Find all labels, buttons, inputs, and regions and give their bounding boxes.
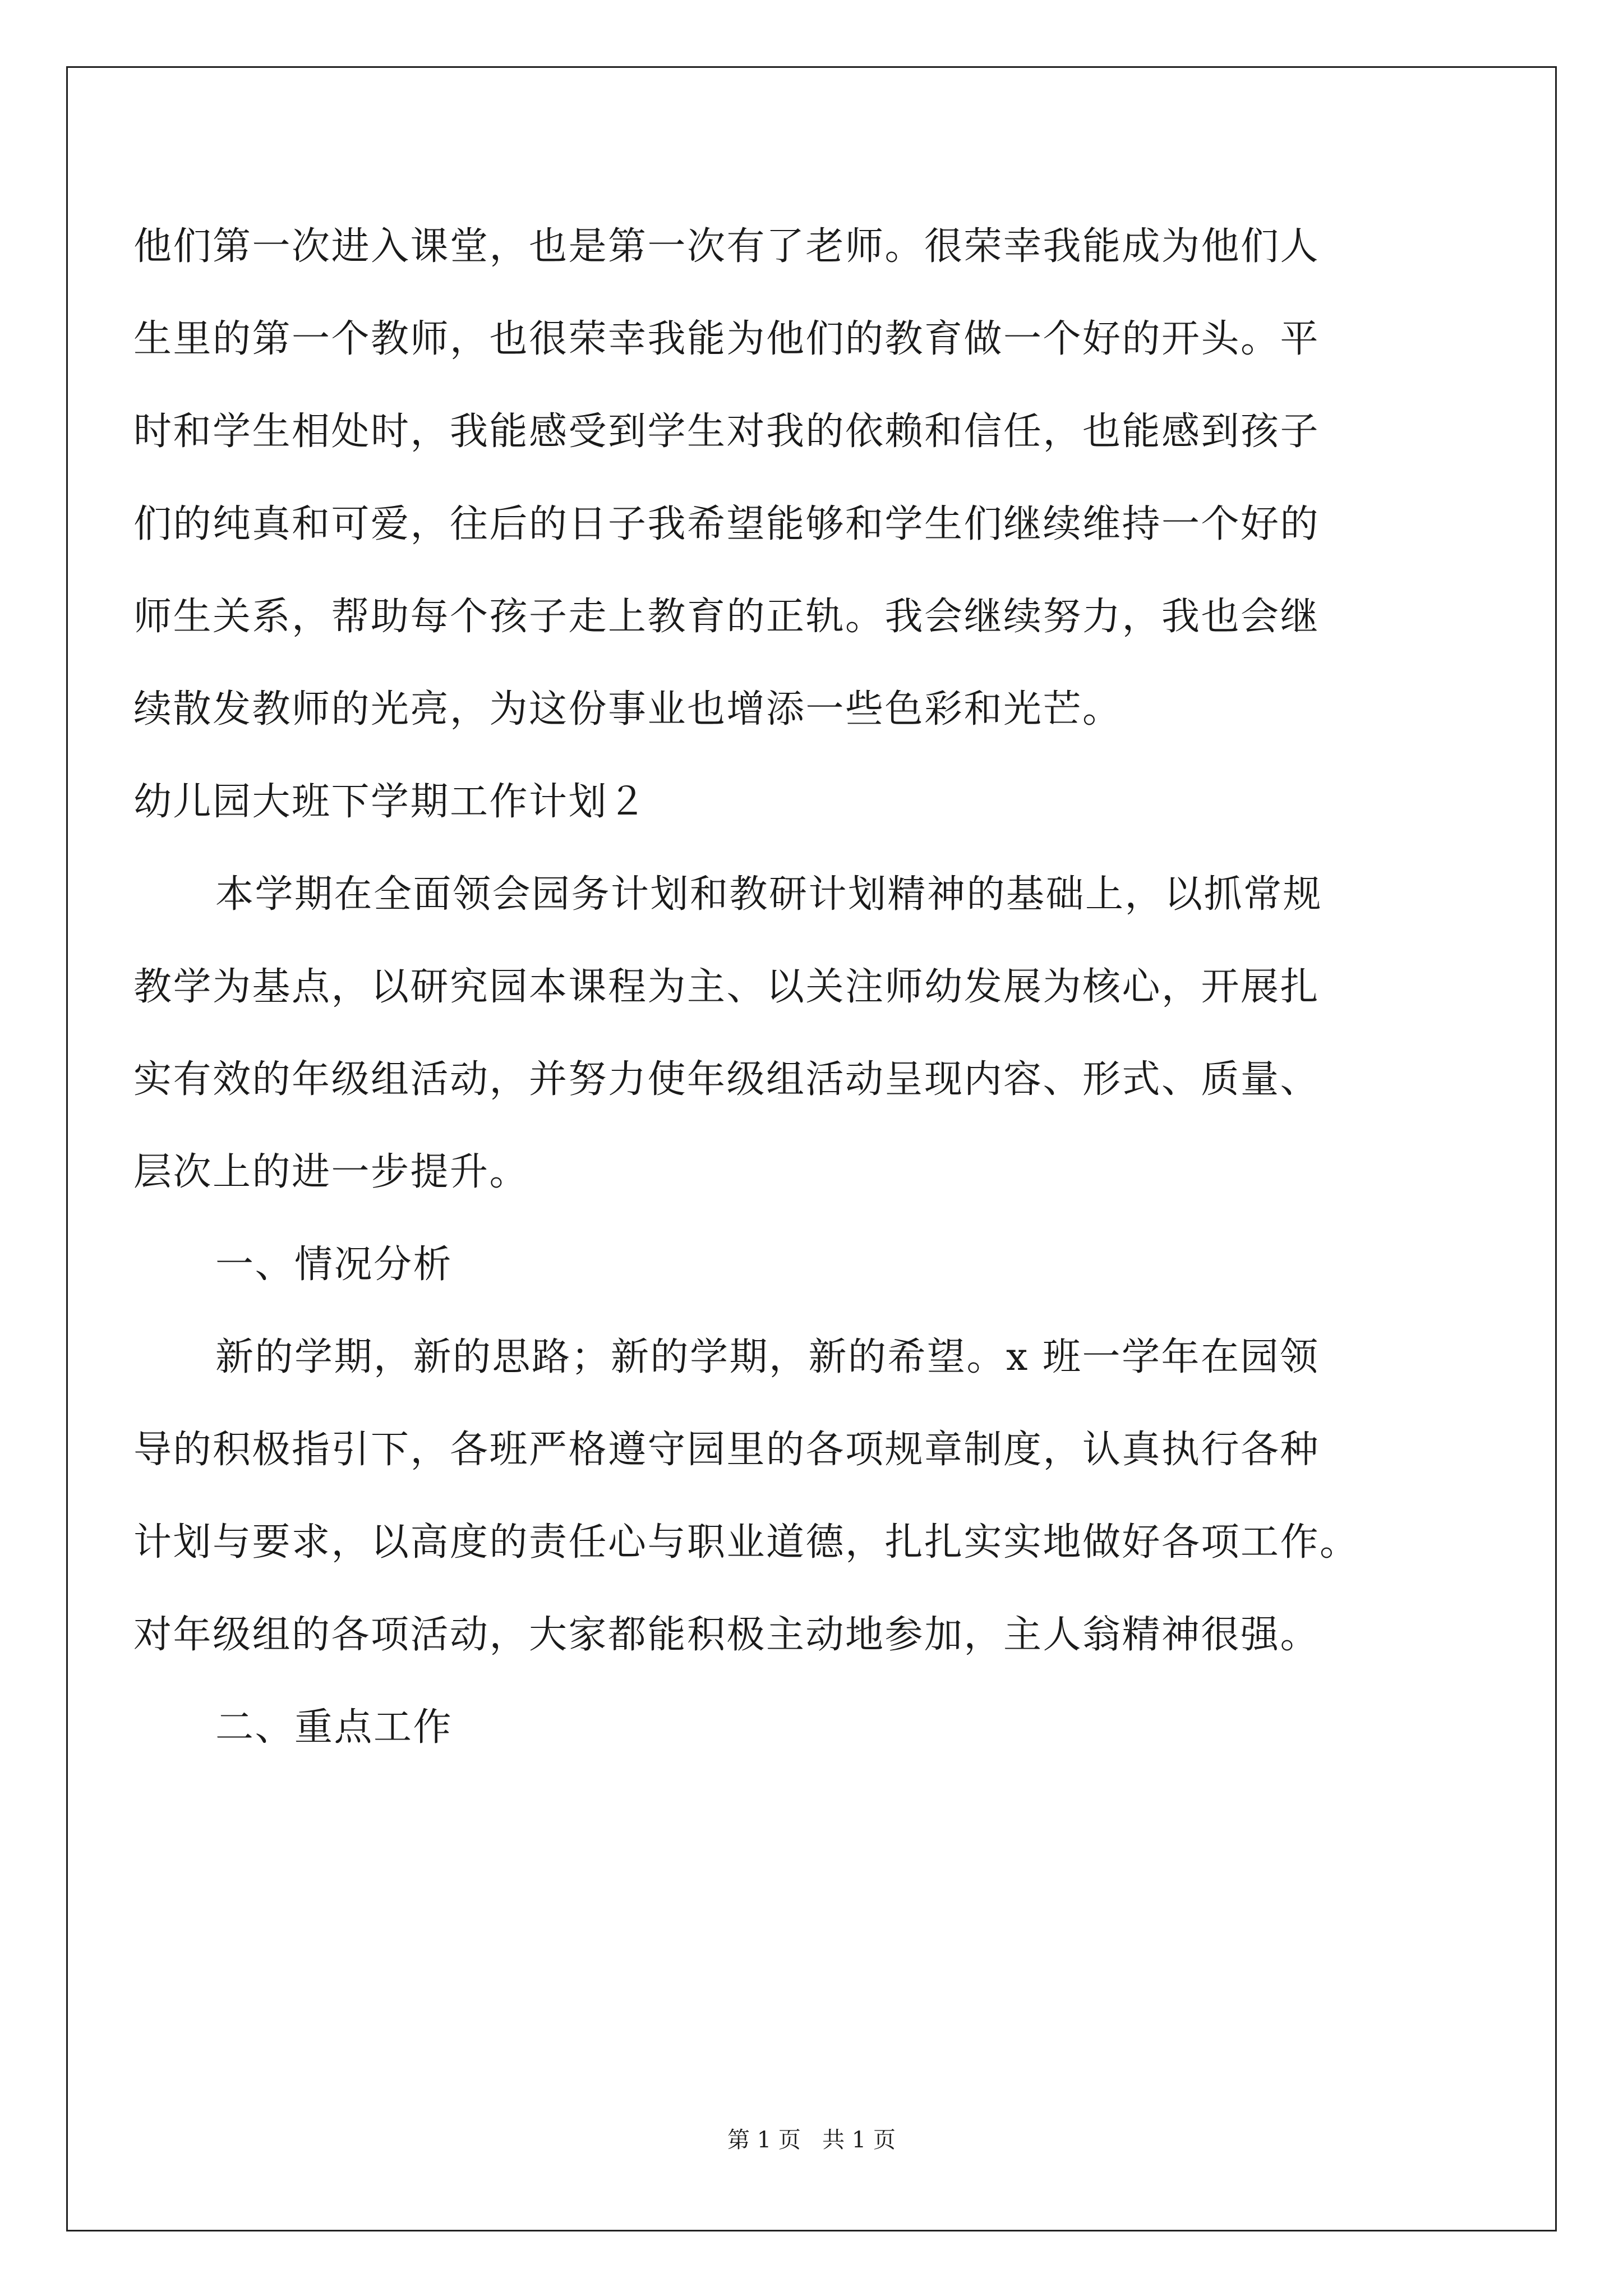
section-title: 幼儿园大班下学期工作计划２ (133, 780, 648, 824)
text-line: 导的积极指引下，各班严格遵守园里的各项规章制度，认真执行各种 (133, 1428, 1320, 1472)
text-line: 师生关系，帮助每个孩子走上教育的正轨。我会继续努力，我也会继 (133, 595, 1320, 639)
subheading: 二、重点工作 (215, 1705, 453, 1750)
text-line: 本学期在全面领会园务计划和教研计划精神的基础上，以抓常规 (215, 872, 1323, 917)
text-line: 对年级组的各项活动，大家都能积极主动地参加，主人翁精神很强。 (133, 1613, 1320, 1657)
text-line: 实有效的年级组活动，并努力使年级组活动呈现内容、形式、质量、 (133, 1057, 1320, 1102)
text-line: 续散发教师的光亮，为这份事业也增添一些色彩和光芒。 (133, 687, 1122, 731)
text-line: 生里的第一个教师，也很荣幸我能为他们的教育做一个好的开头。平 (133, 317, 1320, 361)
text-line: 时和学生相处时，我能感受到学生对我的依赖和信任，也能感到孩子 (133, 409, 1320, 454)
page-number: 第 1 页 共 1 页 (727, 2127, 896, 2153)
text-line: 教学为基点，以研究园本课程为主、以关注师幼发展为核心，开展扎 (133, 965, 1320, 1009)
text-line: 计划与要求，以高度的责任心与职业道德，扎扎实实地做好各项工作。 (133, 1520, 1359, 1565)
text-line: 他们第一次进入课堂，也是第一次有了老师。很荣幸我能成为他们人 (133, 224, 1320, 269)
subheading: 一、情况分析 (215, 1243, 453, 1287)
text-line: 们的纯真和可爱，往后的日子我希望能够和学生们继续维持一个好的 (133, 502, 1320, 546)
text-line: 新的学期，新的思路；新的学期，新的希望。x 班一学年在园领 (215, 1335, 1320, 1379)
text-line: 层次上的进一步提升。 (133, 1150, 529, 1194)
